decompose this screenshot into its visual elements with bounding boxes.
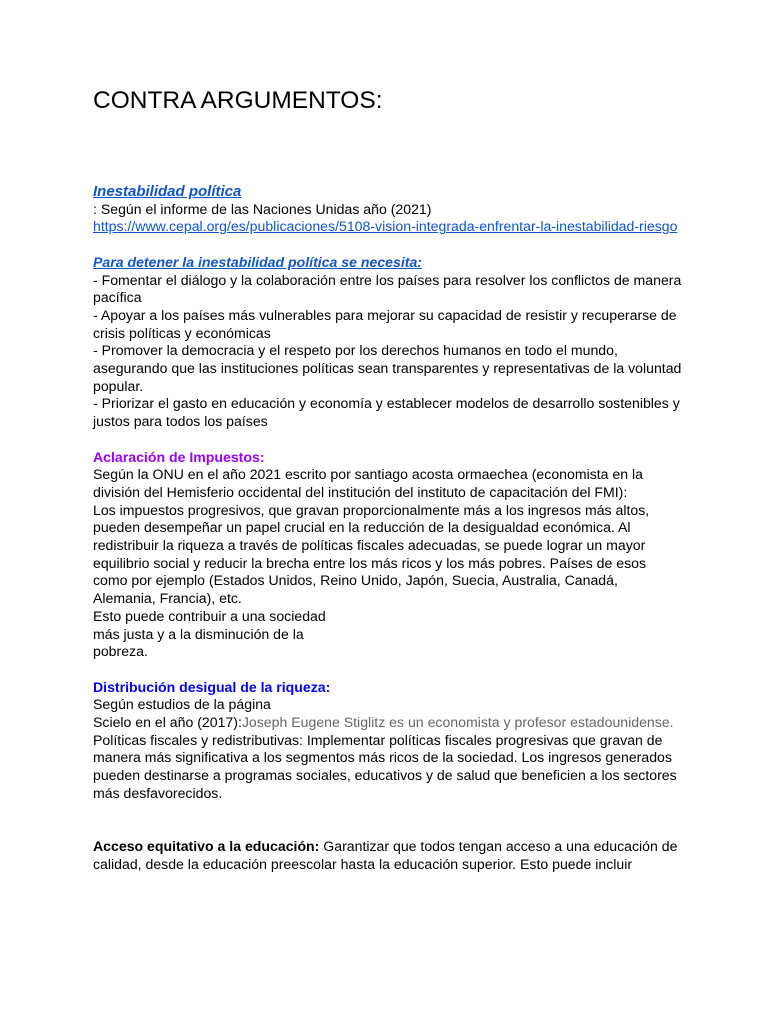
list-item: - Apoyar a los países más vulnerables para mejorar su capacidad de resistir y recuperarse de crisis políticas y económicas <box>93 306 677 341</box>
section-heading-political-instability[interactable]: Inestabilidad política <box>93 183 242 200</box>
list-item: - Priorizar el gasto en educación y economía y establecer modelos de desarrollo sostenibles y justos para todos los países <box>93 395 680 430</box>
taxes-closing-line: pobreza. <box>93 643 148 660</box>
list-item: - Promover la democracia y el respeto por los derechos humanos en todo el mundo, asegurando que las instituciones políticas sean transparentes y representativas de la voluntad popular. <box>93 342 682 394</box>
wealth-source-line: Según estudios de la página <box>93 696 271 713</box>
page-title: CONTRA ARGUMENTOS: <box>93 87 383 114</box>
taxes-closing-line: Esto puede contribuir a una sociedad <box>93 607 326 624</box>
scielo-prefix: Scielo en el año (2017): <box>93 714 242 731</box>
list-item: - Fomentar el diálogo y la colaboración entre los países para resolver los conflictos de manera pacífica <box>93 271 682 306</box>
education-body: Garantizar que todos tengan acceso a una educación de calidad, desde la educación preescolar hasta la educación superior. Esto puede incluir <box>93 837 678 872</box>
source-line: : Según el informe de las Naciones Unidas año (2021) <box>93 200 432 217</box>
section-heading-wealth-distribution: Distribución desigual de la riqueza: <box>93 678 331 695</box>
taxes-closing-line: más justa y a la disminución de la <box>93 625 304 642</box>
wealth-body: Políticas fiscales y redistributivas: Implementar políticas fiscales progresivas que gravan de manera más significativa a los segmentos más ricos de la sociedad. Los ingresos generados pueden destinarse a programas sociales, educativos y de salud que beneficien a los sectores más desfavorecidos. <box>93 731 677 801</box>
education-paragraph <box>93 838 683 873</box>
section-heading-education: Acceso equitativo a la educación: <box>93 837 320 854</box>
taxes-body: Los impuestos progresivos, que gravan proporcionalmente más a los ingresos más altos, pueden desempeñar un papel crucial en la reducción de la desigualdad económica. Al redistribuir la riqueza a través de políticas fiscales adecuadas, se puede lograr un mayor equilibrio social y reducir la brecha entre los más ricos y los más pobres. Países de esos como por ejemplo (Estados Unidos, Reino Unido, Japón, Suecia, Australia, Canadá, Alemania, Francia), etc. <box>93 501 650 607</box>
section-heading-stop-instability[interactable]: Para detener la inestabilidad política se necesita: <box>93 253 422 270</box>
stiglitz-note: Joseph Eugene Stiglitz es un economista y profesor estadounidense. <box>241 714 674 731</box>
document-content <box>93 183 683 873</box>
section-political-instability <box>93 183 683 201</box>
section-heading-taxes: Aclaración de Impuestos: <box>93 448 265 465</box>
wealth-scielo-line <box>93 714 683 732</box>
taxes-intro: Según la ONU en el año 2021 escrito por santiago acosta ormaechea (economista en la división del Hemisferio occidental del institución del instituto de capacitación del FMI): <box>93 466 643 500</box>
cepal-link[interactable]: https://www.cepal.org/es/publicaciones/5108-vision-integrada-enfrentar-la-inestabilidad-riesgo <box>93 218 678 235</box>
